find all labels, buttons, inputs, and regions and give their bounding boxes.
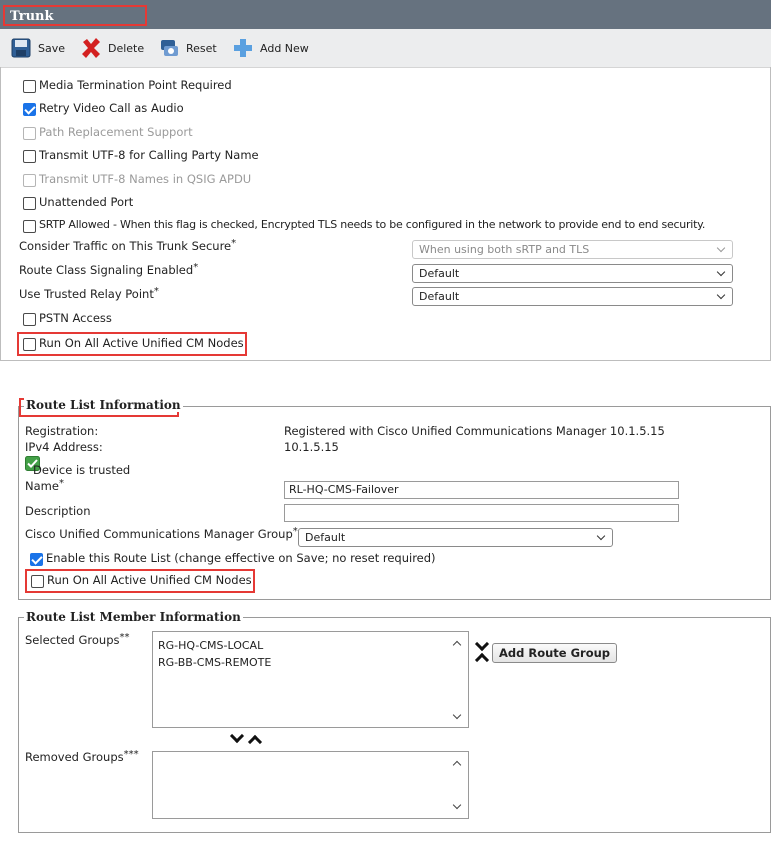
add-icon [232,37,254,59]
description-label: Description [25,504,91,518]
save-label: Save [38,41,66,55]
list-item[interactable]: RG-BB-CMS-REMOTE [158,656,272,669]
removed-groups-label: Removed Groups*** [25,749,139,764]
route-run-all-nodes-checkbox[interactable] [31,575,44,588]
registration-value: Registered with Cisco Unified Communications Manager 10.1.5.15 [284,424,665,438]
scroll-up-icon[interactable] [453,641,461,649]
utf8-calling-label: Transmit UTF-8 for Calling Party Name [39,148,259,162]
reset-icon [158,37,180,59]
utf8-calling-checkbox[interactable] [23,150,36,163]
route-class-select[interactable]: Default [412,264,733,283]
trusted-relay-select[interactable]: Default [412,287,733,306]
device-trusted-label: Device is trusted [33,463,131,477]
chevron-down-icon [717,291,725,299]
delete-button[interactable] [80,37,144,59]
secure-select: When using both sRTP and TLS [412,240,733,259]
toolbar [0,29,771,68]
delete-icon [80,37,102,59]
pstn-access-label: PSTN Access [39,311,112,325]
route-run-all-nodes-label: Run On All Active Unified CM Nodes [47,573,252,587]
save-icon [10,37,32,59]
path-replacement-checkbox [23,127,36,140]
route-class-label: Route Class Signaling Enabled* [19,262,199,277]
selected-groups-listbox[interactable] [152,631,469,728]
cucm-group-label: Cisco Unified Communications Manager Group* [25,526,298,541]
scroll-down-icon[interactable] [453,801,461,809]
retry-video-checkbox[interactable] [23,103,36,116]
chevron-down-icon [717,244,725,252]
description-input[interactable] [284,504,679,522]
save-button[interactable] [10,37,65,59]
trusted-relay-label: Use Trusted Relay Point* [19,286,159,301]
path-replacement-label: Path Replacement Support [39,125,193,139]
add-new-label: Add New [260,41,309,55]
chevron-down-icon [717,268,725,276]
reset-button[interactable] [158,37,217,59]
add-new-button[interactable] [232,37,309,59]
name-label: Name* [25,478,64,493]
scroll-up-icon[interactable] [453,761,461,769]
mtp-label: Media Termination Point Required [39,78,232,92]
ipv4-value: 10.1.5.15 [284,440,339,454]
add-route-group-button[interactable]: Add Route Group [492,643,617,663]
list-item[interactable]: RG-HQ-CMS-LOCAL [158,639,264,652]
srtp-checkbox[interactable] [23,220,36,233]
secure-label: Consider Traffic on This Trunk Secure* [19,238,237,253]
removed-groups-listbox[interactable] [152,751,469,819]
delete-label: Delete [108,41,145,55]
enable-route-list-checkbox[interactable] [30,553,43,566]
srtp-label: SRTP Allowed - When this flag is checked, Encrypted TLS needs to be configured in the network to provide end to end security. [39,218,706,231]
chevron-down-icon [597,532,605,540]
unattended-port-label: Unattended Port [39,195,134,209]
selected-groups-label: Selected Groups** [25,632,130,647]
ipv4-label: IPv4 Address: [25,440,103,454]
enable-route-list-label: Enable this Route List (change effective on Save; no reset required) [46,551,436,565]
cucm-group-select[interactable]: Default [298,528,613,547]
reset-label: Reset [186,41,217,55]
trunk-run-all-nodes-label: Run On All Active Unified CM Nodes [39,336,244,350]
name-input[interactable]: RL-HQ-CMS-Failover [284,481,679,499]
utf8-qsig-checkbox [23,174,36,187]
registration-label: Registration: [25,424,99,438]
utf8-qsig-label: Transmit UTF-8 Names in QSIG APDU [39,172,252,186]
retry-video-label: Retry Video Call as Audio [39,101,184,115]
scroll-down-icon[interactable] [453,711,461,719]
members-legend: Route List Member Information [26,610,241,624]
trunk-run-all-nodes-checkbox[interactable] [23,338,36,351]
unattended-port-checkbox[interactable] [23,197,36,210]
mtp-checkbox[interactable] [23,80,36,93]
page-title: Trunk [3,5,147,26]
pstn-access-checkbox[interactable] [23,313,36,326]
trunk-title-bar [0,0,771,29]
route-list-legend: Route List Information [26,398,181,412]
